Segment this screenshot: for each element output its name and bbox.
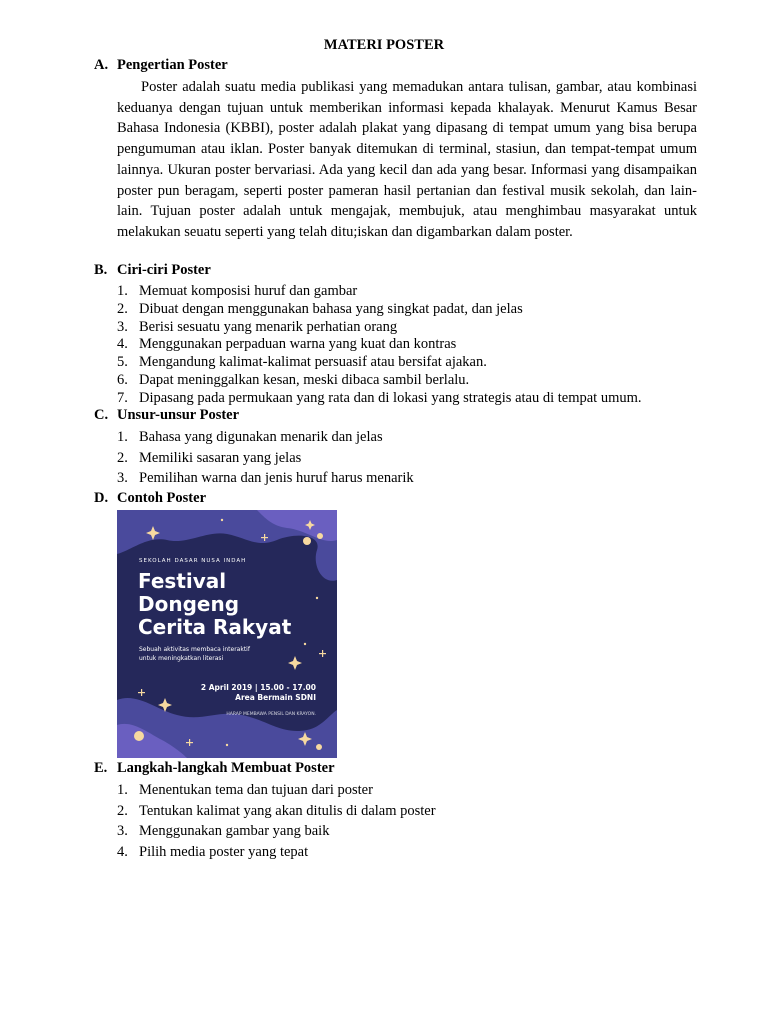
poster-dot — [221, 519, 223, 521]
section-b-title: Ciri-ciri Poster — [117, 262, 211, 278]
poster-subtitle-line2: untuk meningkatkan literasi — [139, 655, 224, 662]
list-item — [117, 301, 642, 319]
list-number: 1. — [117, 429, 128, 445]
section-e-title: Langkah-langkah Membuat Poster — [117, 760, 335, 776]
poster-title-line1: Festival — [138, 569, 227, 593]
poster-dot — [317, 533, 323, 539]
list-item — [117, 283, 642, 301]
list-number: 2. — [117, 802, 128, 819]
poster-dot — [303, 537, 311, 545]
section-e-letter: E. — [94, 760, 108, 776]
list-number: 5. — [117, 354, 128, 371]
list-text: Menggunakan perpaduan warna yang kuat dan kontras — [139, 336, 457, 353]
section-d-letter: D. — [94, 490, 109, 506]
list-text: Menggunakan gambar yang baik — [139, 823, 330, 840]
list-item — [117, 842, 436, 863]
list-item — [117, 427, 414, 448]
list-item — [117, 390, 642, 408]
sparkle-icon — [138, 692, 145, 693]
section-b-letter: B. — [94, 262, 108, 278]
section-c-list — [117, 427, 414, 489]
list-text: Menentukan tema dan tujuan dari poster — [139, 782, 373, 798]
list-item — [117, 354, 642, 372]
list-number: 3. — [117, 318, 128, 335]
section-a-paragraph: Poster adalah suatu media publikasi yang memadukan antara tulisan, gambar, atau kombinasi keduanya dengan tujuan untuk memberikan informasi kepada khalayak. Menurut Kamus Besar Bahasa Indonesia (KBBI), poster adalah plakat yang dipasang di tempat umum yang bisa berupa pengumuman atau iklan. Poster banyak ditemukan di terminal, stasiun, dan tempat-tempat umum lainnya. Ukuran poster bervariasi. Ada yang kecil dan ada yang besar. Informasi yang disampaikan poster pun beragam, seperti poster pameran hasil pertanian dan festival musik sekolah, dan lain-lain. Tujuan poster adalah untuk mengajak, membujuk, atau menghimbau masyarakat untuk melakukan seuatu seperti yang telah ditu;iskan dan digambarkan dalam poster. — [117, 79, 697, 240]
section-c-heading — [94, 407, 239, 424]
poster-dot — [316, 744, 322, 750]
list-item — [117, 372, 642, 390]
poster-note: HARAP MEMBAWA PENSIL DAN KRAYON. — [226, 712, 316, 717]
list-text: Tentukan kalimat yang akan ditulis di dalam poster — [139, 802, 436, 819]
list-text: Dipasang pada permukaan yang rata dan di lokasi yang strategis atau di tempat umum. — [139, 389, 642, 406]
list-text: Mengandung kalimat-kalimat persuasif atau bersifat ajakan. — [139, 354, 487, 371]
poster-dot — [316, 597, 318, 599]
list-number: 1. — [117, 782, 128, 798]
list-text: Dapat meninggalkan kesan, meski dibaca sambil berlalu. — [139, 371, 470, 388]
section-b-list — [117, 283, 642, 408]
list-number: 4. — [117, 844, 128, 861]
sparkle-icon — [261, 537, 268, 538]
list-text: Pemilihan warna dan jenis huruf harus menarik — [139, 470, 414, 487]
example-poster-image — [117, 510, 337, 758]
section-e-heading — [94, 760, 335, 777]
list-text: Bahasa yang digunakan menarik dan jelas — [139, 429, 383, 445]
section-a-heading — [94, 57, 228, 74]
list-number: 2. — [117, 449, 128, 466]
section-e-list — [117, 780, 436, 863]
section-b-heading — [94, 262, 211, 279]
list-number: 6. — [117, 371, 128, 388]
list-item — [117, 336, 642, 354]
list-item — [117, 821, 436, 842]
sparkle-icon — [319, 653, 326, 654]
list-item — [117, 801, 436, 822]
poster-venue: Area Bermain SDNI — [235, 693, 316, 702]
list-item — [117, 448, 414, 469]
list-number: 4. — [117, 336, 128, 353]
section-c-title: Unsur-unsur Poster — [117, 407, 240, 423]
list-item — [117, 468, 414, 489]
section-c-letter: C. — [94, 407, 109, 423]
document-title: MATERI POSTER — [323, 37, 445, 53]
poster-dot — [134, 731, 144, 741]
section-a-letter: A. — [94, 57, 109, 73]
list-text: Memuat komposisi huruf dan gambar — [139, 283, 358, 299]
poster-subtitle-line1: Sebuah aktivitas membaca interaktif — [139, 646, 250, 653]
poster-title-line3: Cerita Rakyat — [138, 615, 292, 639]
poster-date: 2 April 2019 | 15.00 - 17.00 — [200, 683, 316, 692]
sparkle-icon — [186, 742, 193, 743]
poster-dot — [304, 643, 306, 645]
list-item — [117, 780, 436, 801]
list-number: 3. — [117, 470, 128, 487]
section-a-title: Pengertian Poster — [117, 57, 228, 73]
list-number: 2. — [117, 300, 128, 317]
poster-title-line2: Dongeng — [138, 592, 240, 616]
list-item — [117, 319, 642, 337]
list-text: Memiliki sasaran yang jelas — [139, 449, 302, 466]
list-text: Dibuat dengan menggunakan bahasa yang singkat padat, dan jelas — [139, 300, 523, 317]
section-d-heading — [94, 490, 206, 507]
list-number: 3. — [117, 823, 128, 840]
poster-school: SEKOLAH DASAR NUSA INDAH — [139, 558, 247, 564]
poster-dot — [226, 744, 228, 746]
list-number: 7. — [117, 389, 128, 406]
list-text: Pilih media poster yang tepat — [139, 844, 309, 861]
list-number: 1. — [117, 283, 128, 299]
section-d-title: Contoh Poster — [117, 490, 207, 506]
list-text: Berisi sesuatu yang menarik perhatian orang — [139, 318, 398, 335]
